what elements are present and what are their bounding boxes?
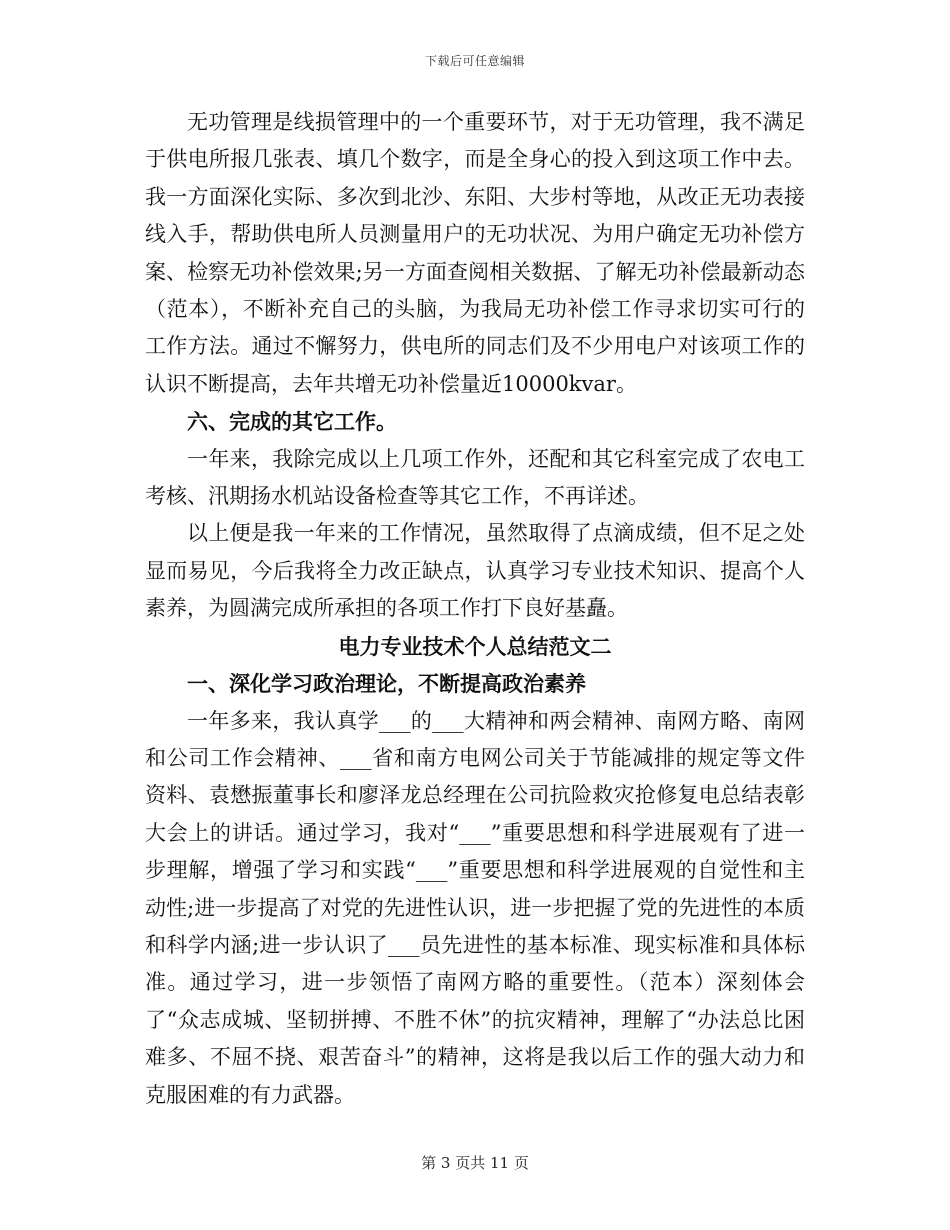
paragraph-political-study: 一年多来，我认真学___的___大精神和两会精神、南网方略、南网和公司工作会精神、___省和南方电网公司关于节能减排的规定等文件资料、袁懋振董事长和廖泽龙总经理在公司抗险救灾抢修复电总结表彰大会上的讲话。通过学习，我对“___”重要思想和科学进展观有了进一步理解，增强了学习和实践“___”重要思想和科学进展观的自觉性和主动性;进一步提高了对党的先进性认识，进一步把握了党的先进性的本质和科学内涵;进一步认识了___员先进性的基本标准、现实标准和具体标准。通过学习，进一步领悟了南网方略的重要性。（范本）深刻体会了“众志成城、坚韧拼搏、不胜不休”的抗灾精神，理解了“办法总比困难多、不屈不挠、艰苦奋斗”的精神，这将是我以后工作的强大动力和克服困难的有力武器。 (145, 708, 805, 1107)
paragraph-reactive-power: 无功管理是线损管理中的一个重要环节，对于无功管理，我不满足于供电所报几张表、填几个数字，而是全身心的投入到这项工作中去。我一方面深化实际、多次到北沙、东阳、大步村等地，从改正无功表接线入手，帮助供电所人员测量用户的无功状况、为用户确定无功补偿方案、检察无功补偿效果;另一方面查阅相关数据、了解无功补偿最新动态（范本），不断补充自己的头脑，为我局无功补偿工作寻求切实可行的工作方法。通过不懈努力，供电所的同志们及不少用电户对该项工作的认识不断提高，去年共增无功补偿量近10000kvar。 (145, 110, 805, 396)
paragraph-conclusion: 以上便是我一年来的工作情况，虽然取得了点滴成绩，但不足之处显而易见，今后我将全力改正缺点，认真学习专业技术知识、提高个人素养，为圆满完成所承担的各项工作打下良好基矗。 (145, 521, 805, 621)
document-body (145, 104, 805, 1114)
section-heading-political-study: 一、深化学习政治理论，不断提高政治素养 (187, 671, 586, 697)
page-footer: 第 3 页共 11 页 (421, 1154, 529, 1172)
page-header: 下载后可任意编辑 (424, 54, 525, 68)
paragraph-other-work: 一年来，我除完成以上几项工作外，还配和其它科室完成了农电工考核、汛期扬水机站设备检查等其它工作，不再详述。 (145, 446, 805, 509)
article-title: 电力专业技术个人总结范文二 (338, 633, 612, 659)
section-heading-other-work: 六、完成的其它工作。 (187, 409, 397, 435)
